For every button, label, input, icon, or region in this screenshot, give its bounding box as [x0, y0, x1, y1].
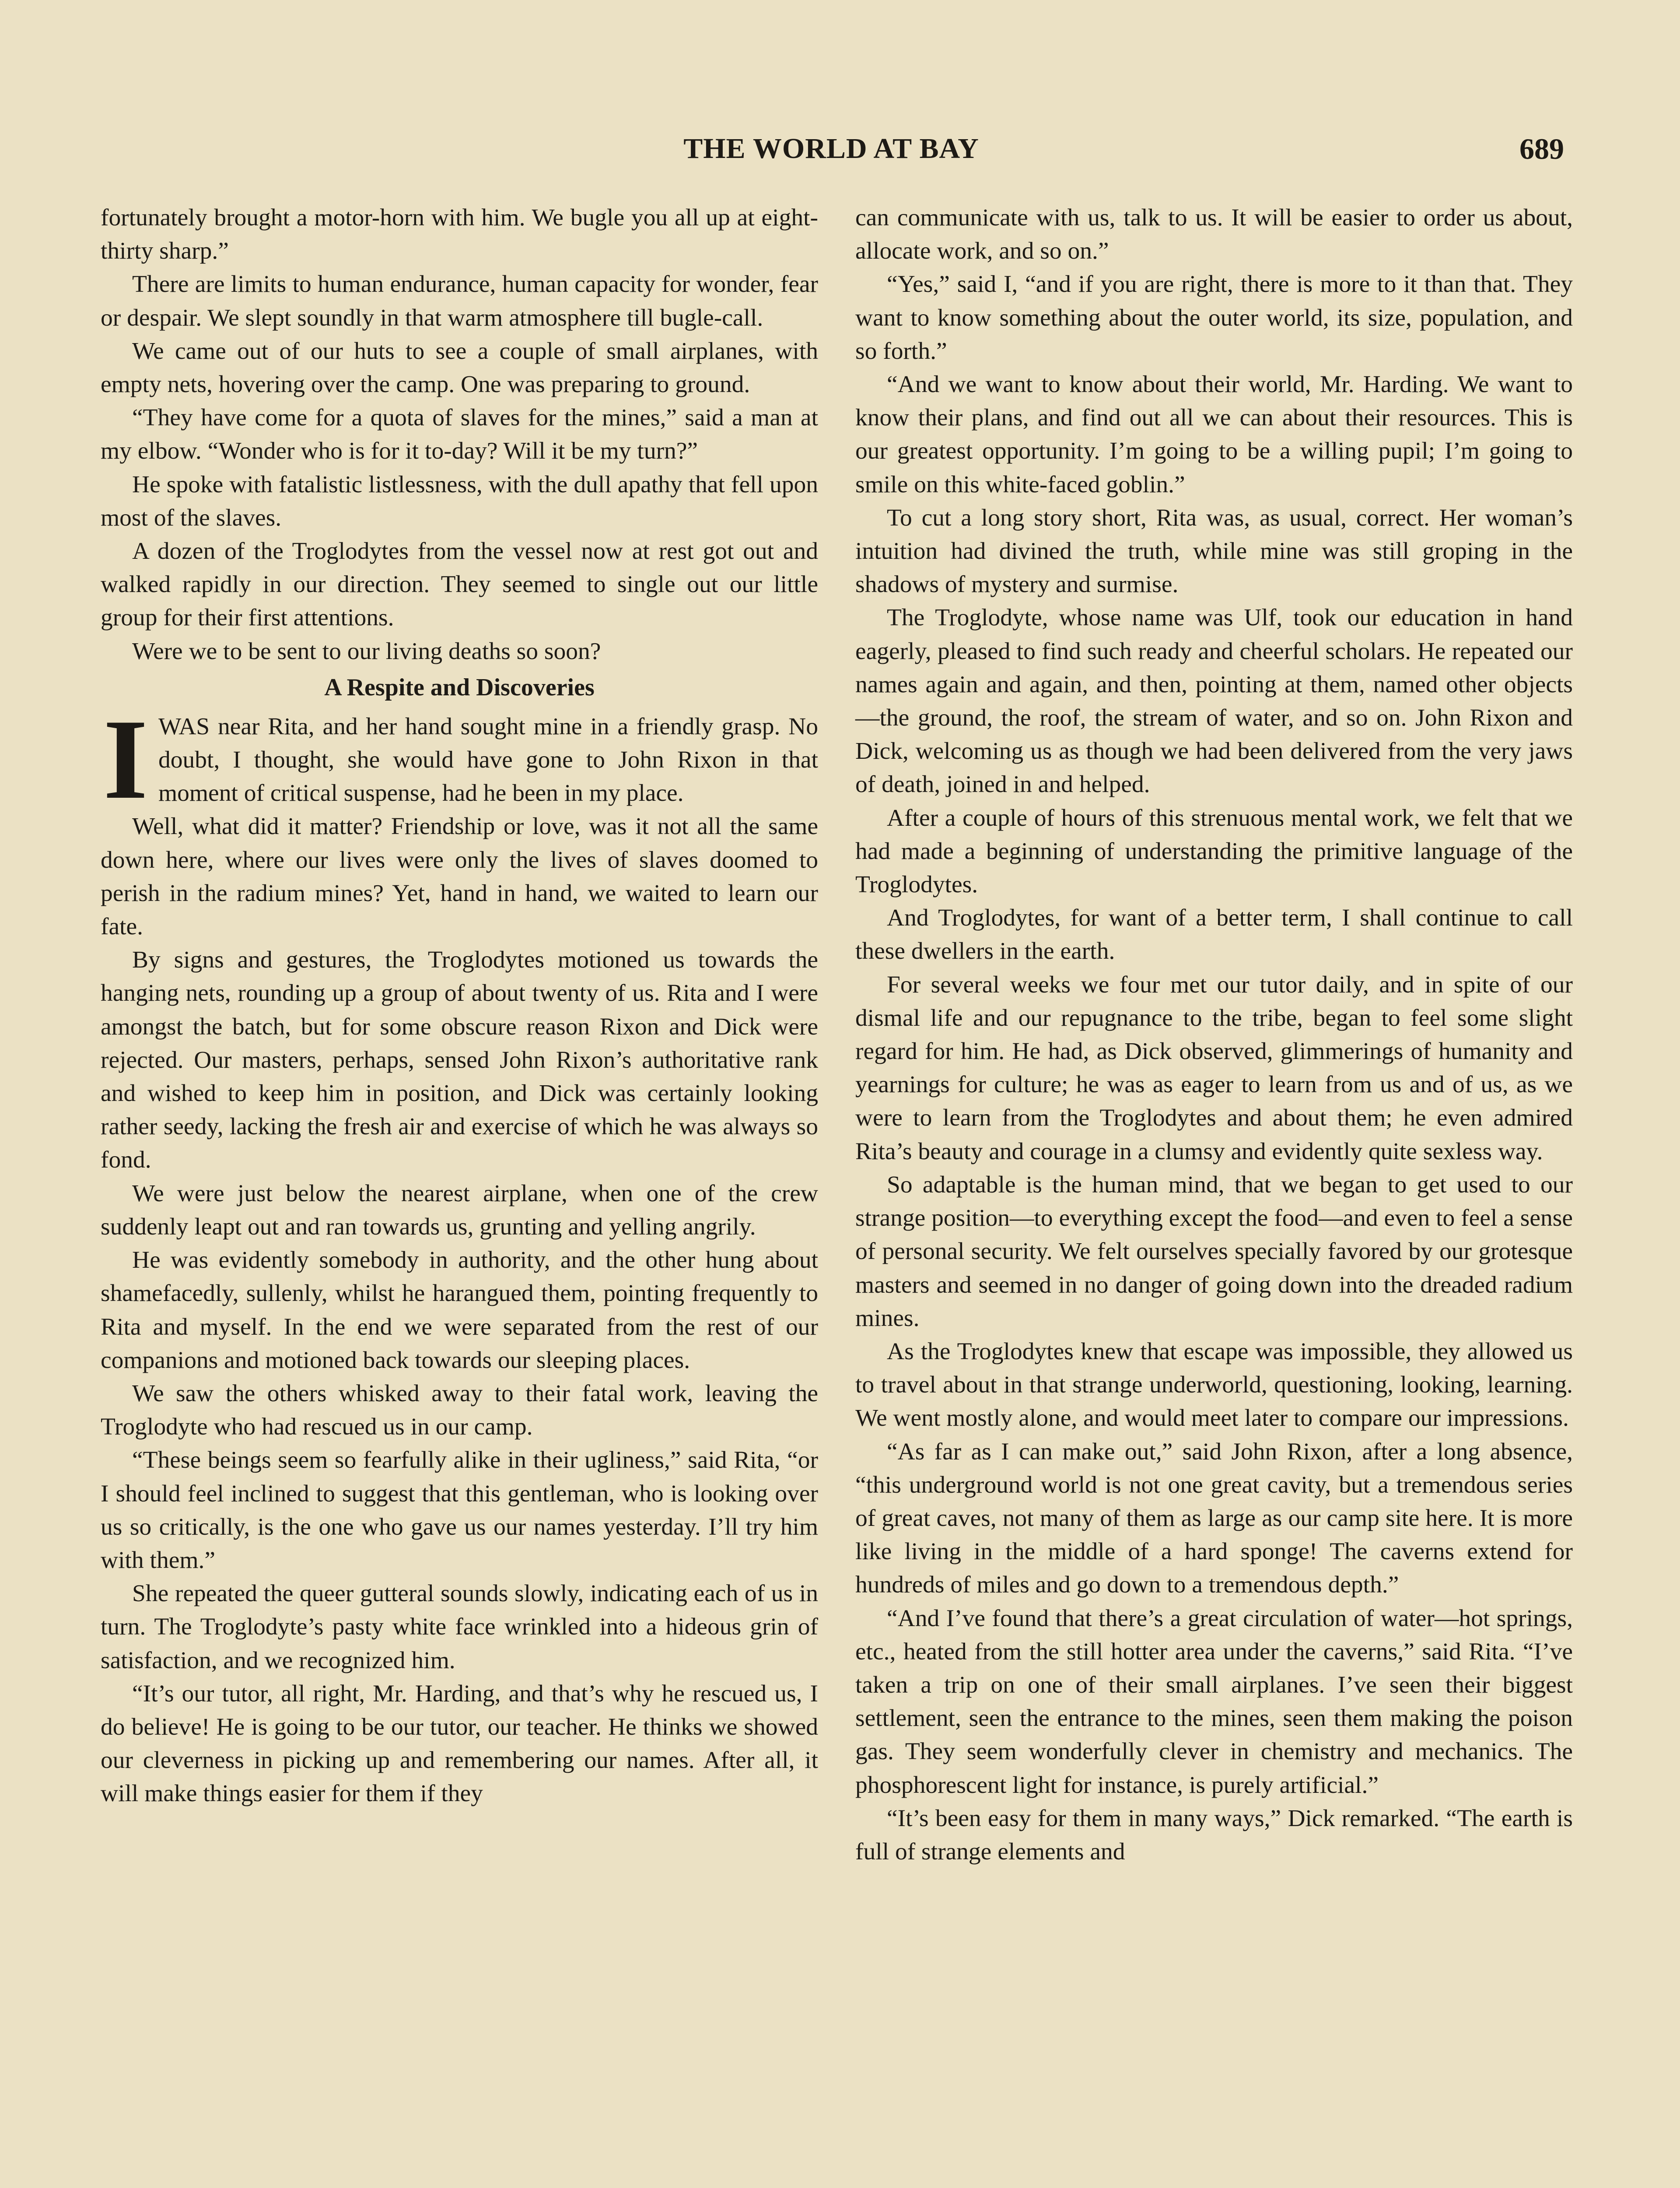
paragraph: He spoke with fatalistic listlessness, with the dull apathy that fell upon most of the slaves. — [101, 471, 818, 531]
page-number: 689 — [1519, 132, 1564, 165]
paragraph: “And I’ve found that there’s a great circulation of water—hot springs, etc., heated from the still hotter area under the caverns,” said Rita. “I’ve taken a trip on one of their small airplanes. I’ve seen their biggest settlement, seen the entrance to the mines, seen them making the poison gas. They seem wonderfully clever in chemistry and mechanics. The phosphorescent light for instance, is purely artificial.” — [855, 1605, 1573, 1799]
paragraph: As the Troglodytes knew that escape was impossible, they allowed us to travel about in that strange underworld, questioning, looking, learning. We went mostly alone, and would meet later to compare our impressions. — [855, 1338, 1573, 1432]
paragraph: fortunately brought a motor-horn with him. We bugle you all up at eight-thirty sharp.” — [101, 204, 818, 265]
paragraph: “As far as I can make out,” said John Rixon, after a long absence, “this underground world is not one great cavity, but a tremendous series of great caves, not many of them as large as our camp site here. It is more like living in the middle of a hard sponge! The caverns extend for hundreds of miles and go down to a tremendous depth.” — [855, 1438, 1573, 1599]
paragraph: For several weeks we four met our tutor daily, and in spite of our dismal life and our repugnance to the tribe, began to feel some slight regard for him. He had, as Dick observed, glimmerings of humanity and yearnings for culture; he was as eager to learn from us and of us, as we were to learn from the Troglodytes and about them; he even admired Rita’s beauty and courage in a clumsy and evidently quite sexless way. — [855, 971, 1573, 1165]
paragraph: “These beings seem so fearfully alike in their ugliness,” said Rita, “or I should feel inclined to suggest that this gentleman, who is looking over us so critically, is the one who gave us our names yesterday. I’ll try him with them.” — [101, 1447, 818, 1574]
paragraph: There are limits to human endurance, human capacity for wonder, fear or despair. We slept soundly in that warm atmosphere till bugle-call. — [101, 271, 818, 331]
paragraph: Well, what did it matter? Friendship or love, was it not all the same down here, where our lives were only the lives of slaves doomed to perish in the radium mines? Yet, hand in hand, we waited to learn our fate. — [101, 813, 818, 940]
paragraph: She repeated the queer gutteral sounds slowly, indicating each of us in turn. The Troglodyte’s pasty white face wrinkled into a hideous grin of satisfaction, and we recognized him. — [101, 1580, 818, 1674]
paragraph: We were just below the nearest airplane, when one of the crew suddenly leapt out and ran towards us, grunting and yelling angrily. — [101, 1180, 818, 1240]
paragraph: A dozen of the Troglodytes from the vessel now at rest got out and walked rapidly in our direction. They seemed to single out our little group for their first attentions. — [101, 538, 818, 631]
paragraph: Were we to be sent to our living deaths so soon? — [132, 638, 601, 665]
paragraph: He was evidently somebody in authority, and the other hung about shamefacedly, sullenly, whilst he harangued them, pointing frequently to Rita and myself. In the end we were separated from the rest of our companions and motioned back towards our sleeping places. — [101, 1247, 818, 1374]
paragraph: We came out of our huts to see a couple of small airplanes, with empty nets, hovering over the camp. One was preparing to ground. — [101, 337, 818, 398]
dropcap-paragraph — [101, 695, 818, 823]
paragraph: can communicate with us, talk to us. It will be easier to order us about, allocate work, and so on.” — [855, 204, 1573, 265]
section-heading: A Respite and Discoveries — [324, 673, 595, 701]
paragraph-text: WAS near Rita, and her hand sought mine in a friendly grasp. No doubt, I thought, she would have gone to John Rixon in that moment of critical suspense, had he been in my place. — [158, 713, 818, 807]
paragraph: The Troglodyte, whose name was Ulf, took our education in hand eagerly, pleased to find such ready and cheerful scholars. He repeated our names again and again, and then, pointing at them, named other objects—the ground, the roof, the stream of water, and so on. John Rixon and Dick, welcoming us as though we had been delivered from the very jaws of death, joined in and helped. — [855, 604, 1573, 798]
right-column — [855, 201, 1573, 1869]
paragraph: We saw the others whisked away to their fatal work, leaving the Troglodyte who had rescued us in our camp. — [101, 1380, 818, 1441]
paragraph: And Troglodytes, for want of a better term, I shall continue to call these dwellers in the earth. — [855, 905, 1573, 965]
paragraph: By signs and gestures, the Troglodytes motioned us towards the hanging nets, rounding up a group of about twenty of us. Rita and I were amongst the batch, but for some obscure reason Rixon and Dick were rejected. Our masters, perhaps, sensed John Rixon’s authoritative rank and wished to keep him in position, and Dick was certainly looking rather seedy, lacking the fresh air and exercise of which he was always so fond. — [101, 947, 818, 1174]
paragraph: “And we want to know about their world, Mr. Harding. We want to know their plans, and find out all we can about their resources. This is our greatest opportunity. I’m going to be a willing pupil; I’m going to smile on this white-faced goblin.” — [855, 371, 1573, 498]
paragraph: So adaptable is the human mind, that we began to get used to our strange position—to everything except the food—and even to feel a sense of personal security. We felt ourselves specially favored by our grotesque masters and seemed in no danger of going down into the dreaded radium mines. — [855, 1171, 1573, 1332]
paragraph: “They have come for a quota of slaves for the mines,” said a man at my elbow. “Wonder who is for it to-day? Will it be my turn?” — [101, 404, 818, 465]
left-column — [101, 201, 818, 1811]
running-title: THE WORLD AT BAY — [683, 133, 979, 165]
paragraph: “It’s been easy for them in many ways,” Dick remarked. “The earth is full of strange elements and — [855, 1805, 1573, 1865]
paragraph: “Yes,” said I, “and if you are right, there is more to it than that. They want to know something about the outer world, its size, population, and so forth.” — [855, 271, 1573, 365]
paragraph: “It’s our tutor, all right, Mr. Harding, and that’s why he rescued us, I do believe! He is going to be our tutor, our teacher. He thinks we showed our cleverness in picking up and remembering our names. After all, it will make things easier for them if they — [101, 1680, 818, 1807]
drop-cap: I — [103, 695, 148, 823]
paragraph: To cut a long story short, Rita was, as usual, correct. Her woman’s intuition had divined the truth, while mine was still groping in the shadows of mystery and surmise. — [855, 504, 1573, 598]
paragraph: After a couple of hours of this strenuous mental work, we felt that we had made a beginning of understanding the primitive language of the Troglodytes. — [855, 804, 1573, 898]
page-header — [98, 129, 1564, 168]
